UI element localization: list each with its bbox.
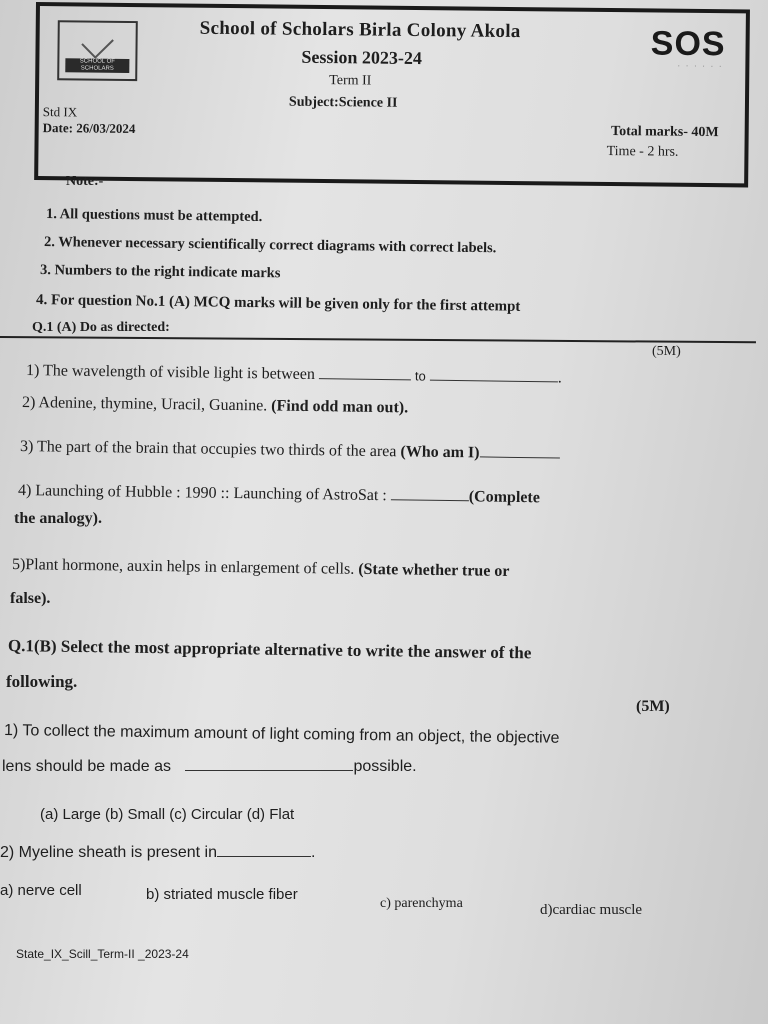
q1b-question-1: 1) To collect the maximum amount of light coming from an object, the objective bbox=[3, 722, 560, 747]
session: Session 2023-24 bbox=[301, 46, 423, 69]
answer-blank bbox=[185, 770, 353, 771]
q1b-2-option-a: a) nerve cell bbox=[0, 882, 82, 899]
q1b-2-option-c: c) parenchyma bbox=[380, 896, 463, 911]
q1a-2-instruction: (Find odd man out). bbox=[271, 397, 409, 417]
q1a-question-5 bbox=[12, 556, 510, 581]
q1a-3-instruction: (Who am I) bbox=[400, 443, 480, 462]
q1a-question-3 bbox=[20, 438, 560, 464]
q1b-1-text: lens should be made as bbox=[2, 758, 171, 775]
q1a-marks: (5M) bbox=[652, 344, 681, 359]
q1a-question-2 bbox=[22, 394, 408, 417]
subject: Subject:Science II bbox=[288, 94, 398, 111]
note-heading: Note:- bbox=[66, 174, 104, 189]
q1b-2-option-b: b) striated muscle fiber bbox=[146, 886, 298, 903]
q1a-4-instruction-cont: the analogy). bbox=[14, 510, 102, 527]
q1a-3-text: 3) The part of the brain that occupies two thirds of the area bbox=[19, 438, 397, 461]
q1a-1-to: to bbox=[414, 368, 426, 384]
exam-time: Time - 2 hrs. bbox=[606, 143, 679, 160]
q1b-question-2 bbox=[0, 844, 315, 862]
q1b-1-end: possible. bbox=[353, 758, 417, 775]
q1b-marks: (5M) bbox=[636, 698, 670, 715]
footer-code: State_IX_Scill_Term-II _2023-24 bbox=[16, 947, 189, 961]
school-logo bbox=[57, 20, 138, 81]
header-box bbox=[34, 2, 750, 187]
q1a-4-text: 4) Launching of Hubble : 1990 :: Launching of AstroSat : bbox=[17, 482, 387, 505]
answer-blank bbox=[430, 380, 558, 383]
answer-blank bbox=[479, 456, 559, 458]
note-item: 4. For question No.1 (A) MCQ marks will be given only for the first attempt bbox=[35, 292, 521, 315]
q1a-4-instruction: (Complete bbox=[468, 488, 540, 507]
note-item: 2. Whenever necessary scientifically correct diagrams with correct labels. bbox=[43, 234, 497, 257]
sos-brand-logo: SOS bbox=[650, 24, 726, 64]
exam-date: Date: 26/03/2024 bbox=[42, 120, 136, 137]
q1a-1-text: 1) The wavelength of visible light is between bbox=[25, 362, 316, 384]
standard: Std IX bbox=[42, 104, 78, 120]
q1b-heading-cont: following. bbox=[6, 672, 78, 691]
q1b-1-options: (a) Large (b) Small (c) Circular (d) Flat bbox=[40, 806, 295, 823]
answer-blank bbox=[217, 856, 311, 857]
answer-blank bbox=[391, 499, 469, 501]
section-divider bbox=[0, 336, 756, 343]
q1a-question-1 bbox=[26, 362, 562, 387]
q1a-2-text: 2) Adenine, thymine, Uracil, Guanine. bbox=[21, 394, 268, 415]
q1b-2-end: . bbox=[311, 844, 316, 861]
q1b-heading: Q.1(B) Select the most appropriate alternative to write the answer of the bbox=[7, 636, 532, 663]
q1a-question-4 bbox=[18, 482, 540, 507]
q1a-1-end: . bbox=[557, 369, 562, 387]
school-name: School of Scholars Birla Colony Akola bbox=[199, 17, 521, 43]
sos-logo-tagline: · · · · · · bbox=[677, 62, 724, 71]
total-marks: Total marks- 40M bbox=[611, 124, 719, 141]
q1a-5-text: 5)Plant hormone, auxin helps in enlargement of cells. bbox=[11, 556, 355, 578]
q1a-5-instruction-cont: false). bbox=[10, 590, 51, 607]
q1a-heading: Q.1 (A) Do as directed: bbox=[32, 320, 170, 335]
q1a-5-instruction: (State whether true or bbox=[358, 560, 510, 580]
logo-check-icon bbox=[81, 26, 114, 58]
term: Term II bbox=[329, 73, 372, 89]
answer-blank bbox=[319, 378, 411, 380]
note-item: 1. All questions must be attempted. bbox=[45, 206, 263, 226]
q1b-2-text: 2) Myeline sheath is present in bbox=[0, 844, 217, 861]
school-logo-text: SCHOOL OF SCHOLARS bbox=[65, 58, 129, 73]
q1b-question-1-cont bbox=[2, 758, 417, 776]
q1b-2-option-d: d)cardiac muscle bbox=[540, 902, 643, 918]
note-item: 3. Numbers to the right indicate marks bbox=[39, 262, 281, 282]
